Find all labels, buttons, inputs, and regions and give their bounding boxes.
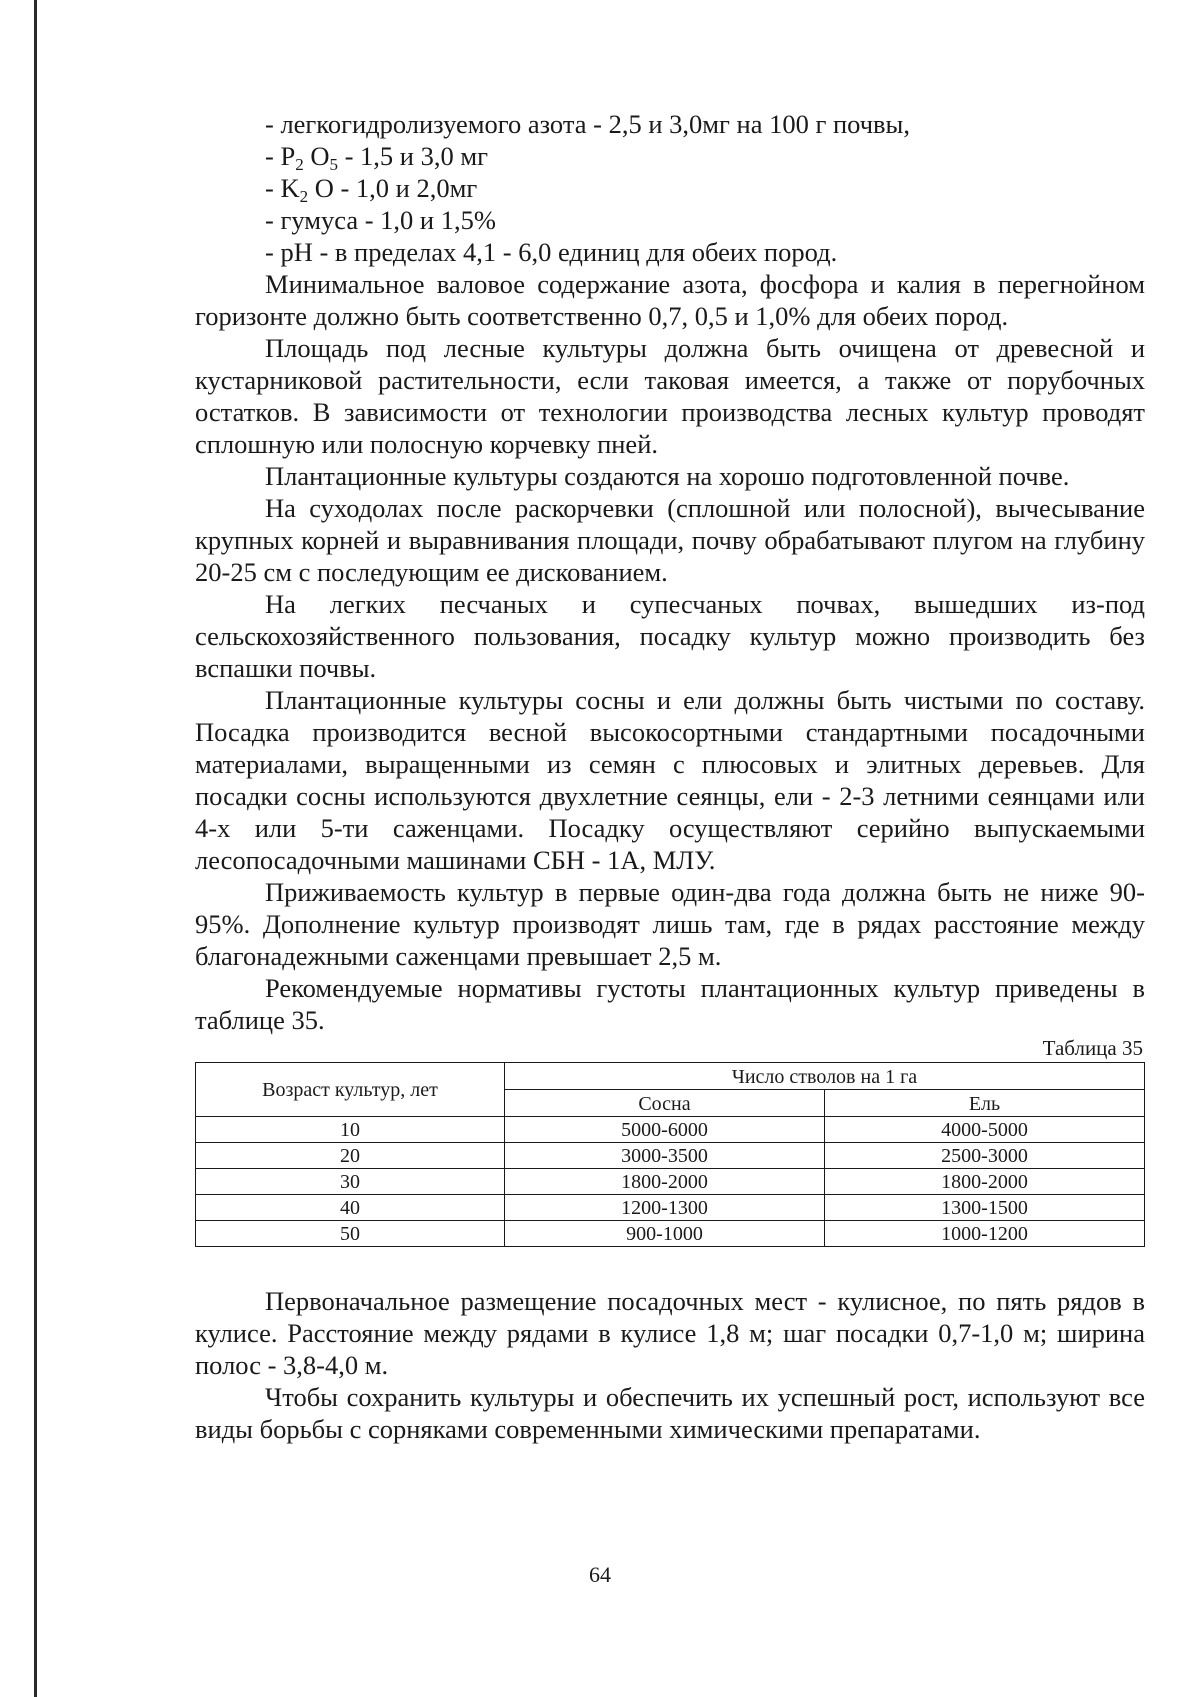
- table-row: [196, 1221, 1145, 1247]
- cell-pine: 900-1000: [505, 1221, 825, 1247]
- cell-pine: 5000-6000: [505, 1117, 825, 1143]
- formula-p2o5: $P_2$ $O_5$: [280, 141, 338, 174]
- table-row: [196, 1117, 1145, 1143]
- cell-spruce: 1300-1500: [825, 1195, 1145, 1221]
- cell-spruce: 4000-5000: [825, 1117, 1145, 1143]
- cell-spruce: 1000-1200: [825, 1221, 1145, 1247]
- cell-spruce: 1800-2000: [825, 1169, 1145, 1195]
- paragraph-min-content: Минимальное валовое содержание азота, фосфора и калия в перегнойном горизонте должно быть соответственно 0,7, 0,5 и 1,0% для обеих пород.: [195, 269, 1145, 331]
- list-line-ph: - рН - в пределах 4,1 - 6,0 единиц для обеих пород.: [265, 237, 838, 267]
- paragraph-sandy-soils: На легких песчаных и супесчаных почвах, вышедших из-под сельскохозяйственного пользования, посадку культур можно производить без вспашки почвы.: [195, 589, 1145, 683]
- cell-age: 20: [196, 1143, 505, 1169]
- table-header-row: [196, 1063, 1145, 1090]
- cell-pine: 1200-1300: [505, 1195, 825, 1221]
- table-caption: Таблица 35: [1042, 1036, 1143, 1060]
- paragraph-plantation-soil: Плантационные культуры создаются на хорошо подготовленной почве.: [265, 461, 1070, 491]
- cell-age: 40: [196, 1195, 505, 1221]
- paragraph-survival: Приживаемость культур в первые один-два года должна быть не ниже 90-95%. Дополнение культур производят лишь там, где в рядах расстояние между благонадежными саженцами превышает 2,5 м.: [195, 877, 1145, 971]
- table-row: [196, 1195, 1145, 1221]
- header-pine: Сосна: [505, 1090, 825, 1117]
- header-age: Возраст культур, лет: [196, 1063, 505, 1117]
- paragraph-planting: Плантационные культуры сосны и ели должны быть чистыми по составу. Посадка производится весной высокосортными стандартными посадочными материалами, выращенными из семян с плюсовых и элитных деревьев. Для посадки сосны используются двухлетние сеянцы, ели - 2-3 летними сеянцами или 4-х или 5-ти саженцами. Посадку осуществляют серийно выпускаемыми лесопосадочными машинами СБН - 1А, МЛУ.: [195, 685, 1145, 875]
- cell-spruce: 2500-3000: [825, 1143, 1145, 1169]
- scan-edge-line: [34, 0, 37, 1697]
- table-row: [196, 1169, 1145, 1195]
- cell-age: 50: [196, 1221, 505, 1247]
- cell-age: 10: [196, 1117, 505, 1143]
- formula-k2o: $K_2$ O: [280, 173, 334, 206]
- list-line-nitrogen: - легкогидролизуемого азота - 2,5 и 3,0мг на 100 г почвы,: [265, 109, 910, 139]
- header-spruce: Ель: [825, 1090, 1145, 1117]
- cell-age: 30: [196, 1169, 505, 1195]
- cell-pine: 3000-3500: [505, 1143, 825, 1169]
- list-line-k2o: - $K_2$ O - 1,0 и 2,0мг: [265, 173, 478, 206]
- paragraph-dry-lands: На суходолах после раскорчевки (сплошной или полосной), вычесывание крупных корней и выравнивания площади, почву обрабатывают плугом на глубину 20-25 см с последующим ее дискованием.: [195, 493, 1145, 587]
- density-table: [195, 1062, 1145, 1247]
- list-line-p2o5: - $P_2$ $O_5 - 1,5$ и 3,0 мг: [265, 141, 488, 174]
- paragraph-area-cleaning: Площадь под лесные культуры должна быть очищена от древесной и кустарниковой растительности, если таковая имеется, а также от порубочных остатков. В зависимости от технологии производства лесных культур проводят сплошную или полосную корчевку пней.: [195, 333, 1145, 459]
- cell-pine: 1800-2000: [505, 1169, 825, 1195]
- paragraph-weed-control: Чтобы сохранить культуры и обеспечить их успешный рост, используют все виды борьбы с сорняками современными химическими препаратами.: [195, 1382, 1145, 1444]
- list-line-humus: - гумуса - 1,0 и 1,5%: [265, 205, 496, 235]
- paragraph-density-intro: Рекомендуемые нормативы густоты плантационных культур приведены в таблице 35.: [195, 973, 1145, 1035]
- table-row: [196, 1143, 1145, 1169]
- page-number: 64: [589, 1562, 611, 1587]
- paragraph-placement: Первоначальное размещение посадочных мест - кулисное, по пять рядов в кулисе. Расстояние между рядами в кулисе 1,8 м; шаг посадки 0,7-1,0 м; ширина полос - 3,8-4,0 м.: [195, 1286, 1145, 1380]
- document-page: [195, 108, 1145, 1445]
- header-trunk-count: Число стволов на 1 га: [505, 1063, 1145, 1090]
